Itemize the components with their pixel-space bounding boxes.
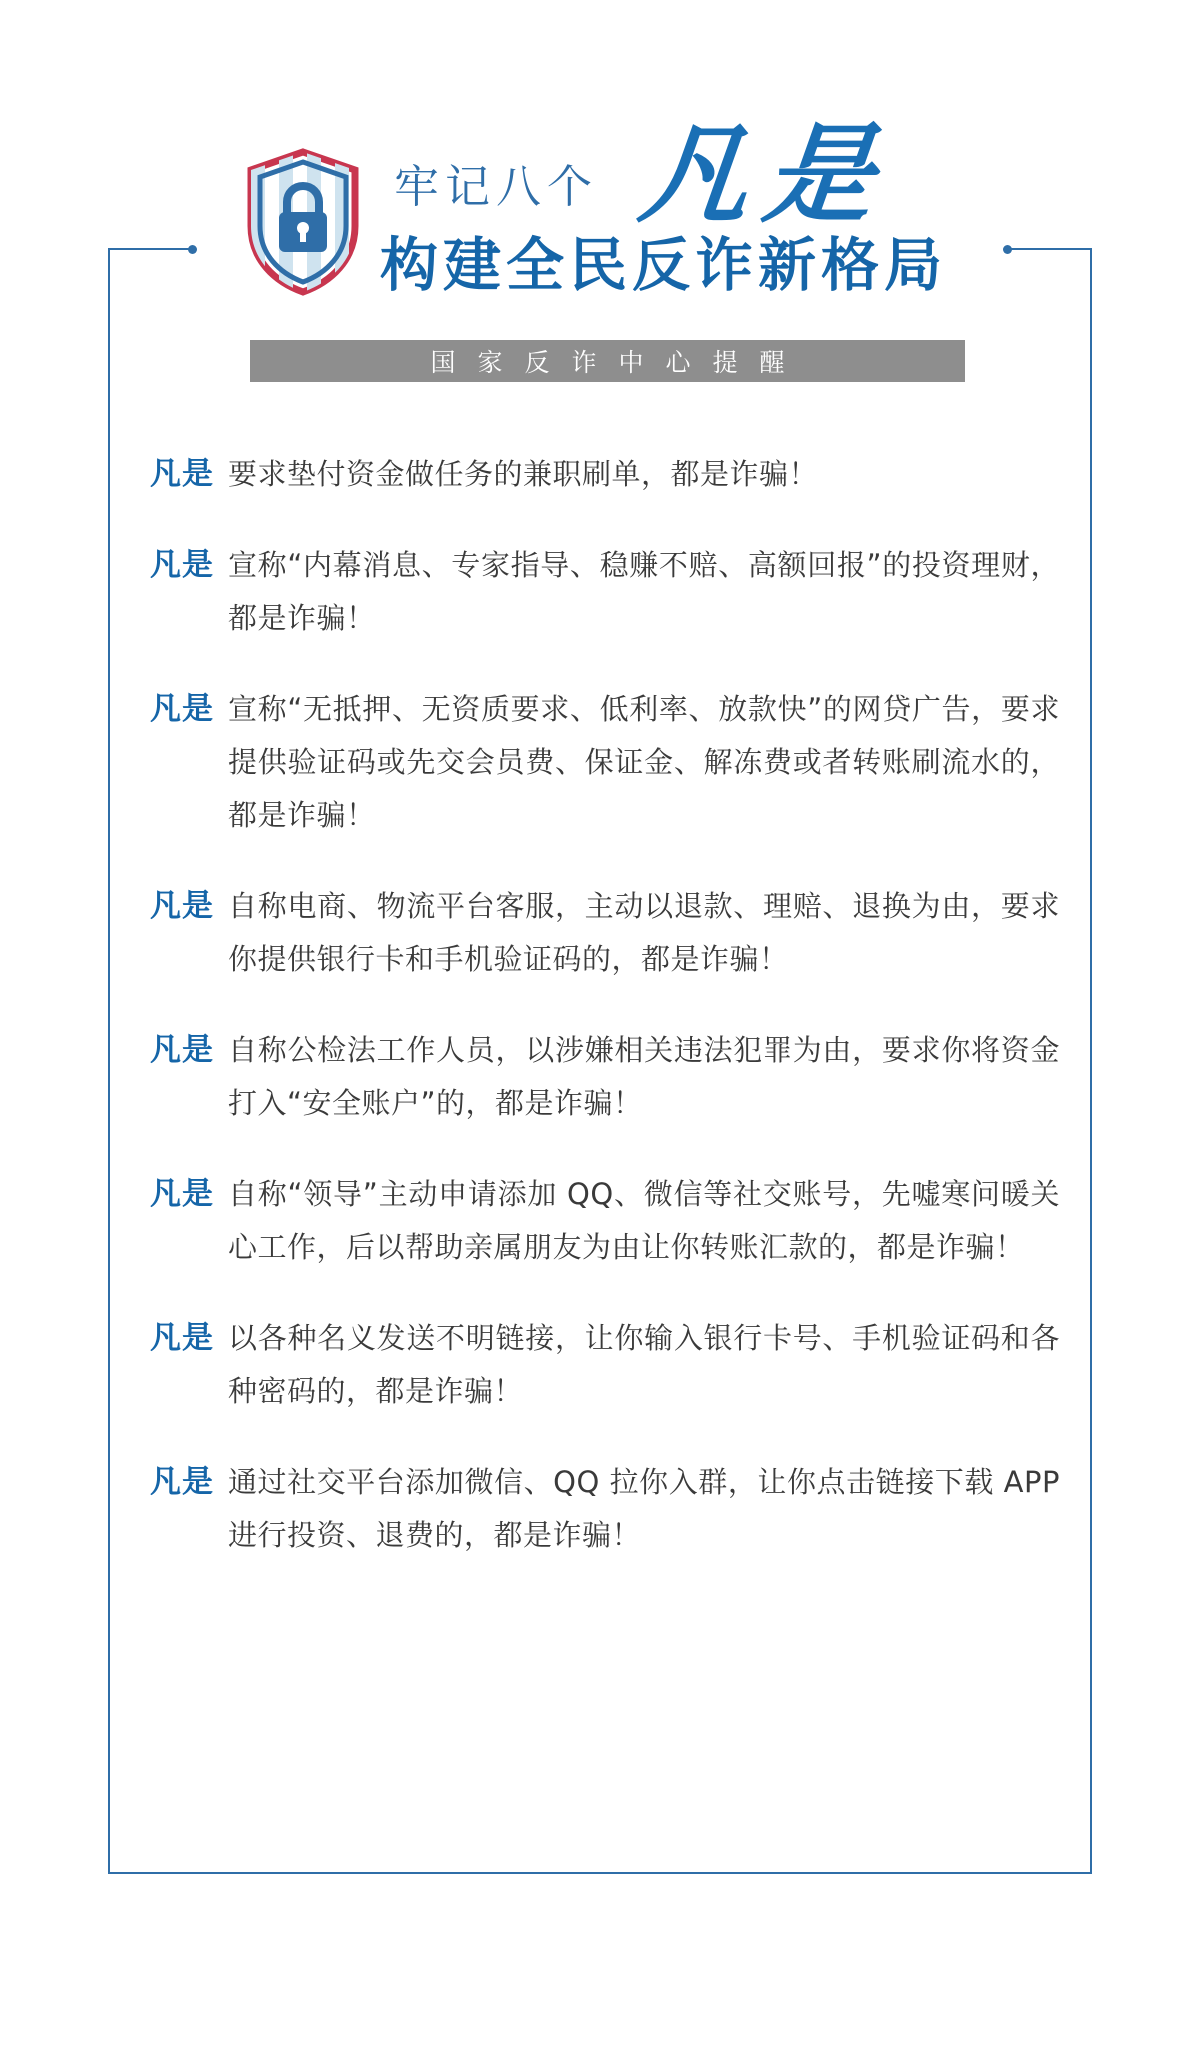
list-item-text: 自称“领导”主动申请添加 QQ、微信等社交账号，先嘘寒问暖关心工作，后以帮助亲属朋友为由让你转账汇款的，都是诈骗！ [228, 1177, 1060, 1264]
title-block [380, 88, 1020, 318]
rules-list [150, 448, 1060, 1600]
title-main: 构建全民反诈新格局 [380, 231, 948, 299]
list-item-marker: 凡是 [150, 691, 214, 727]
list-item-text: 宣称“内幕消息、专家指导、稳赚不赔、高额回报”的投资理财，都是诈骗！ [228, 548, 1060, 635]
frame-left-line [108, 248, 110, 1874]
title-brush-text: 凡是 [634, 113, 896, 238]
list-item-marker: 凡是 [150, 456, 214, 492]
list-item [150, 539, 1060, 645]
list-item-text: 自称电商、物流平台客服，主动以退款、理赔、退换为由，要求你提供银行卡和手机验证码的，都是诈骗！ [228, 889, 1060, 976]
list-item [150, 1168, 1060, 1274]
list-item [150, 448, 1060, 501]
list-item-marker: 凡是 [150, 888, 214, 924]
frame-bottom-line [108, 1872, 1092, 1874]
list-item-marker: 凡是 [150, 1032, 214, 1068]
list-item [150, 1024, 1060, 1130]
shield-lock-icon [243, 148, 363, 296]
list-item [150, 683, 1060, 842]
list-item-text: 自称公检法工作人员，以涉嫌相关违法犯罪为由，要求你将资金打入“安全账户”的，都是诈骗！ [228, 1033, 1060, 1120]
list-item-text: 通过社交平台添加微信、QQ 拉你入群，让你点击链接下载 APP 进行投资、退费的，都是诈骗！ [228, 1465, 1060, 1552]
list-item-marker: 凡是 [150, 1320, 214, 1356]
frame-right-line [1090, 248, 1092, 1874]
sub-banner: 国家反诈中心提醒 [250, 340, 965, 382]
list-item-text: 宣称“无抵押、无资质要求、低利率、放款快”的网贷广告，要求提供验证码或先交会员费、保证金、解冻费或者转账刷流水的，都是诈骗！ [228, 692, 1060, 832]
title-prefix: 牢记八个 [394, 160, 599, 213]
list-item-text: 以各种名义发送不明链接，让你输入银行卡号、手机验证码和各种密码的，都是诈骗！ [228, 1321, 1060, 1408]
list-item-marker: 凡是 [150, 1464, 214, 1500]
list-item [150, 1312, 1060, 1418]
list-item-text: 要求垫付资金做任务的兼职刷单，都是诈骗！ [228, 457, 819, 491]
list-item-marker: 凡是 [150, 1176, 214, 1212]
list-item [150, 880, 1060, 986]
list-item-marker: 凡是 [150, 547, 214, 583]
list-item [150, 1456, 1060, 1562]
poster-header [0, 0, 1200, 420]
